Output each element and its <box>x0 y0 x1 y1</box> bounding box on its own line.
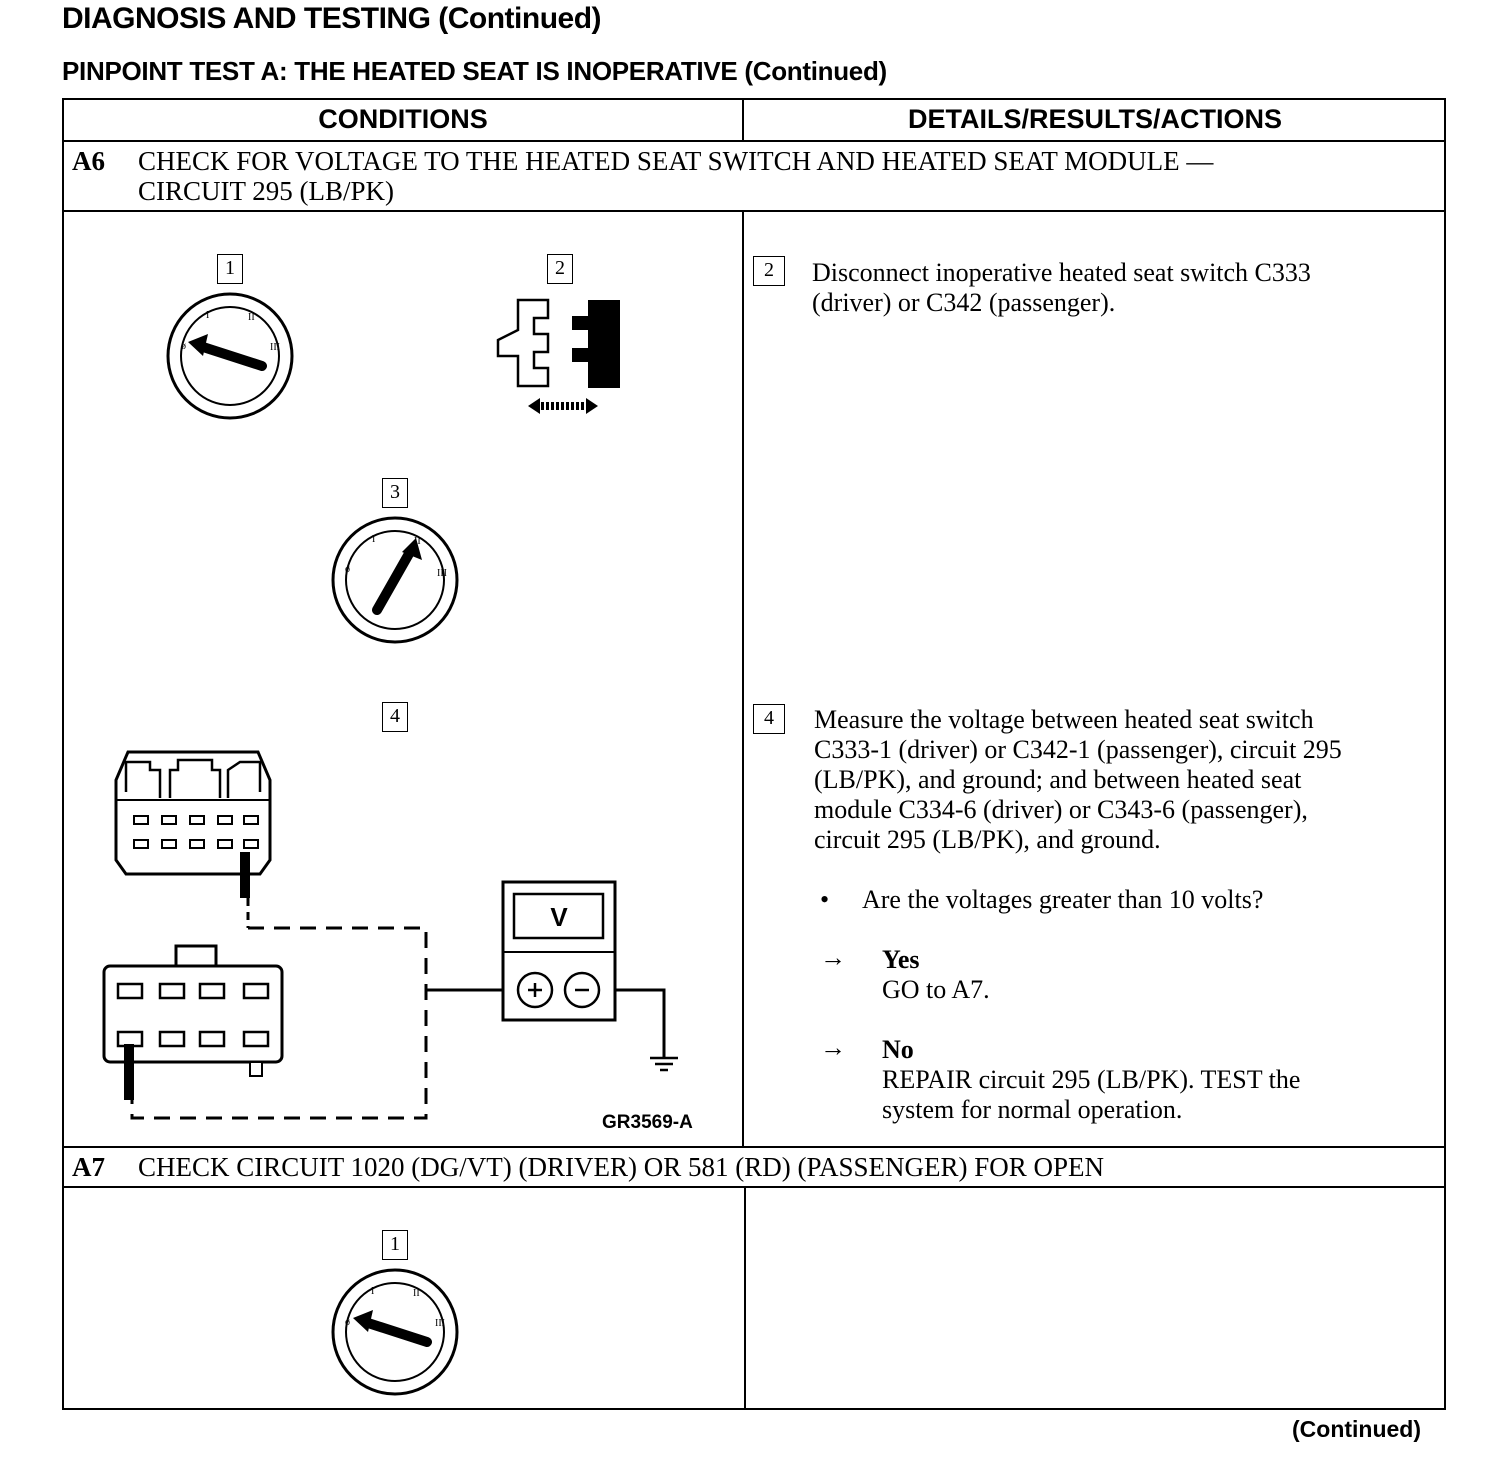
module-connector-icon <box>104 946 282 1100</box>
yes-action: GO to A7. <box>882 975 990 1004</box>
voltmeter-icon <box>503 882 615 1020</box>
figure-code: GR3569-A <box>602 1112 693 1133</box>
step-a6-id: A6 <box>72 146 105 176</box>
svg-text:ø: ø <box>345 564 350 575</box>
a7-ignition-switch-off-icon <box>333 1270 457 1394</box>
svg-text:III: III <box>437 568 447 579</box>
detail-step-4-text <box>814 705 1342 855</box>
page-subtitle: PINPOINT TEST A: THE HEATED SEAT IS INOPERATIVE (Continued) <box>62 56 887 86</box>
svg-text:I: I <box>206 310 210 321</box>
yes-label: Yes <box>882 945 920 974</box>
step-a6-title-line1: CHECK FOR VOLTAGE TO THE HEATED SEAT SWITCH AND HEATED SEAT MODULE — <box>138 146 1214 176</box>
svg-text:I: I <box>372 534 376 545</box>
question-text: Are the voltages greater than 10 volts? <box>862 885 1264 914</box>
page-title: DIAGNOSIS AND TESTING (Continued) <box>62 2 602 35</box>
a7-figure-step-1-label: 1 <box>382 1230 408 1260</box>
step-a6-title-line2: CIRCUIT 295 (LB/PK) <box>138 176 395 206</box>
step-a7-id: A7 <box>72 1152 105 1182</box>
column-header-details: DETAILS/RESULTS/ACTIONS <box>907 104 1282 134</box>
figure-step-1-label: 1 <box>217 254 243 284</box>
detail-step-4-line: Measure the voltage between heated seat switch <box>814 705 1314 734</box>
continued-footer: (Continued) <box>1292 1416 1422 1442</box>
switch-connector-icon <box>116 752 270 898</box>
detail-step-4-line: C333-1 (driver) or C342-1 (passenger), circuit 295 <box>814 735 1342 764</box>
column-header-conditions: CONDITIONS <box>318 104 488 134</box>
arrow-right-icon: → <box>820 943 846 972</box>
detail-step-2-line: (driver) or C342 (passenger). <box>812 288 1116 317</box>
no-action <box>882 1065 1300 1125</box>
no-action-line: system for normal operation. <box>882 1095 1183 1124</box>
bullet-icon: • <box>820 885 830 914</box>
voltmeter-label: V <box>550 902 568 932</box>
no-action-line: REPAIR circuit 295 (LB/PK). TEST the <box>882 1065 1301 1094</box>
detail-step-4-line: circuit 295 (LB/PK), and ground. <box>814 825 1161 854</box>
figure-step-2-label: 2 <box>547 254 573 284</box>
svg-text:ø: ø <box>345 1317 350 1328</box>
svg-text:III: III <box>435 1318 445 1329</box>
no-label: No <box>882 1035 914 1064</box>
connector-disconnect-icon <box>498 300 620 414</box>
step-a7-title: CHECK CIRCUIT 1020 (DG/VT) (DRIVER) OR 581 (RD) (PASSENGER) FOR OPEN <box>138 1152 1105 1182</box>
svg-text:II: II <box>413 1288 420 1299</box>
svg-text:II: II <box>414 536 421 547</box>
svg-text:I: I <box>371 1286 375 1297</box>
detail-step-4-line: (LB/PK), and ground; and between heated seat <box>814 765 1302 794</box>
ignition-switch-run-icon <box>333 518 457 642</box>
svg-text:ø: ø <box>181 341 186 352</box>
detail-step-4-label: 4 <box>753 704 785 734</box>
detail-step-4-line: module C334-6 (driver) or C343-6 (passenger), <box>814 795 1308 824</box>
detail-step-2-label: 2 <box>753 256 785 286</box>
figure-step-4-label: 4 <box>382 702 408 732</box>
svg-text:II: II <box>248 312 255 323</box>
detail-step-2-text <box>812 258 1311 318</box>
detail-step-2-line: Disconnect inoperative heated seat switch C333 <box>812 258 1311 287</box>
svg-text:III: III <box>270 342 280 353</box>
ground-icon <box>650 1058 678 1070</box>
figure-step-3-label: 3 <box>382 478 408 508</box>
arrow-right-icon: → <box>820 1033 846 1062</box>
ignition-switch-off-icon <box>168 294 292 418</box>
